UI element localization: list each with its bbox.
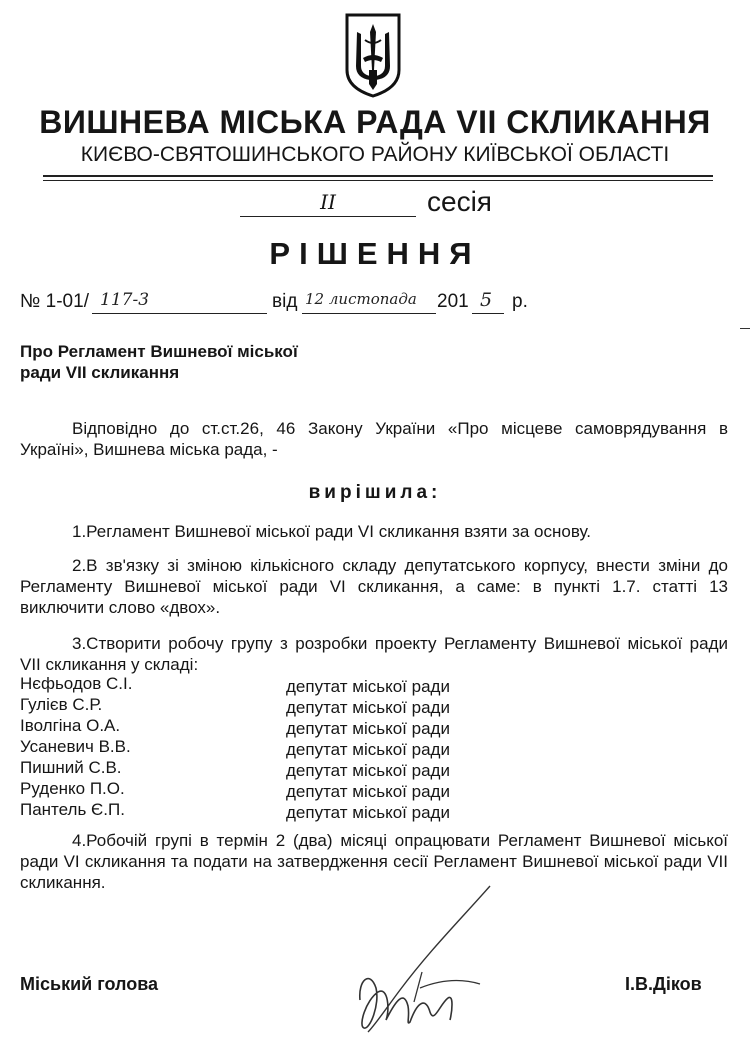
decision-number-prefix: № 1-01/ (20, 291, 89, 312)
session-number: II (320, 190, 336, 214)
member-name: Гулієв С.Р. (20, 695, 103, 714)
year-handwritten: 5 (480, 289, 493, 311)
year-prefix: 201 (437, 291, 469, 312)
member-name: Іволгіна О.А. (20, 716, 121, 735)
signer-name: І.В.Діков (625, 974, 702, 994)
date-handwritten: 12 листопада (305, 290, 417, 308)
subject-line-1: Про Регламент Вишневої міської (20, 342, 298, 361)
council-title: ВИШНЕВА МІСЬКА РАДА VII СКЛИКАННЯ (39, 104, 711, 140)
signature-scribble (330, 880, 500, 1040)
member-name: Нєфьодов С.І. (20, 674, 133, 693)
session-label: сесія (427, 186, 492, 217)
item-1: 1.Регламент Вишневої міської ради VI скликання взяти за основу. (72, 522, 592, 541)
margin-mark (740, 328, 750, 329)
item-2: 2.В зв'язку зі зміною кількісного складу депутатського корпусу, внести зміни до Регламенту Вишневої міської ради VI скликання, а саме: в пункті 1.7. статті 13 виключити слово «двох». (20, 556, 728, 617)
member-name: Руденко П.О. (20, 779, 125, 798)
member-role: депутат міської ради (286, 698, 450, 717)
decision-title: РІШЕННЯ (269, 236, 481, 271)
member-role: депутат міської ради (286, 782, 450, 801)
header-divider (43, 175, 713, 177)
header-divider-thin (43, 180, 713, 181)
mayor-label: Міський голова (20, 974, 159, 994)
session-number-underline (240, 216, 416, 217)
decision-number-handwritten: 117-3 (100, 290, 150, 310)
member-name: Усаневич В.В. (20, 737, 131, 756)
resolved-label: вирішила: (308, 482, 442, 503)
item-3: 3.Створити робочу групу з розробки проекту Регламенту Вишневої міської ради VII скликання у складі: (20, 634, 728, 674)
year-suffix: р. (512, 291, 528, 312)
coat-of-arms-icon (343, 12, 403, 98)
member-role: депутат міської ради (286, 761, 450, 780)
member-name: Пишний С.В. (20, 758, 122, 777)
date-underline (302, 313, 436, 314)
decision-number-underline (92, 313, 267, 314)
member-name: Пантель Є.П. (20, 800, 125, 819)
date-prefix: від (272, 291, 298, 312)
district-subtitle: КИЄВО-СВЯТОШИНСЬКОГО РАЙОНУ КИЇВСЬКОЇ ОБЛАСТІ (80, 143, 670, 166)
preamble-paragraph: Відповідно до ст.ст.26, 46 Закону України «Про місцеве самоврядування в Україні», Вишнева міська рада, - (20, 419, 728, 459)
item-4: 4.Робочій групі в термін 2 (два) місяці опрацювати Регламент Вишневої міської ради VI скликання та подати на затвердження сесії Регламент Вишневої міської ради VII скликання. (20, 831, 728, 892)
subject-line-2: ради VII скликання (20, 363, 180, 382)
member-role: депутат міської ради (286, 677, 450, 696)
member-role: депутат міської ради (286, 719, 450, 738)
year-underline (472, 313, 504, 314)
decision-subject (20, 341, 298, 383)
member-role: депутат міської ради (286, 803, 450, 822)
member-role: депутат міської ради (286, 740, 450, 759)
